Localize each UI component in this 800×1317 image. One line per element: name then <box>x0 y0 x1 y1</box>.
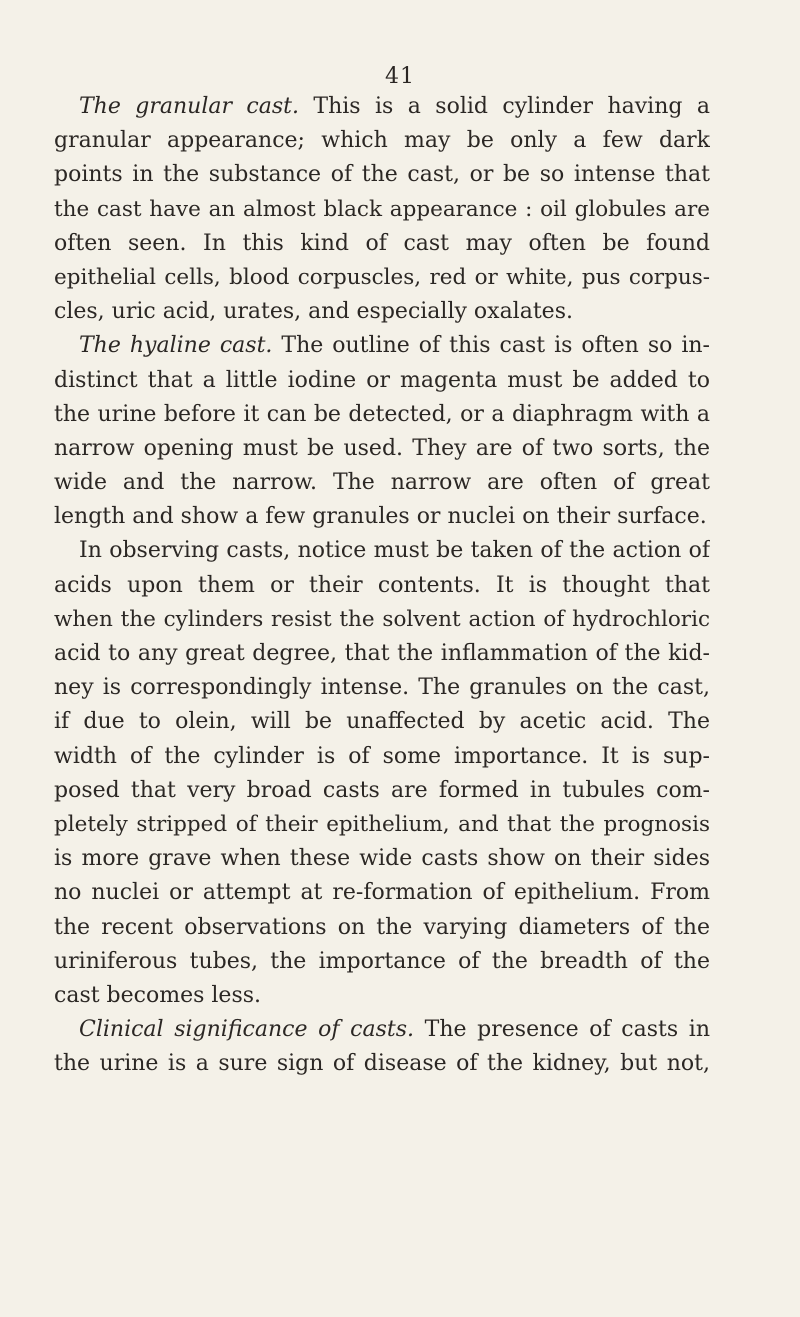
line-text: often seen. In this kind of cast may often be found <box>54 230 710 256</box>
text-line <box>54 740 710 774</box>
line-text: acids upon them or their contents. It is thought that <box>54 572 710 598</box>
text-line <box>54 534 710 568</box>
line-text: The presence of casts in <box>414 1017 710 1043</box>
text-line <box>54 398 710 432</box>
text-line <box>54 842 710 876</box>
line-text: points in the substance of the cast, or be so intense that <box>54 162 710 188</box>
text-line <box>54 261 710 295</box>
line-text: when the cylinders resist the solvent action of hydrochloric <box>54 606 710 632</box>
text-line <box>54 637 710 671</box>
line-text: narrow opening must be used. They are of two sorts, the <box>54 435 710 461</box>
line-text: the urine before it can be detected, or a diaphragm with a <box>54 401 710 427</box>
line-text: This is a solid cylinder having a <box>299 94 710 119</box>
line-text: cles, uric acid, urates, and especially oxalates. <box>54 299 573 325</box>
line-text: the cast have an almost black appearance : oil globules are <box>54 196 710 222</box>
line-text: ney is correspondingly intense. The granules on the cast, <box>54 675 710 701</box>
line-text: granular appearance; which may be only a few dark <box>54 128 710 154</box>
text-line <box>54 979 710 1013</box>
line-text: posed that very broad casts are formed in tubules com- <box>54 777 710 803</box>
page-number: 41 <box>385 64 415 89</box>
section-heading: The granular cast. <box>79 94 299 119</box>
line-text: the urine is a sure sign of disease of the kidney, but not, <box>54 1051 710 1077</box>
text-line <box>54 1013 710 1047</box>
text-line <box>54 705 710 739</box>
text-line <box>54 569 710 603</box>
line-text: wide and the narrow. The narrow are often of great <box>54 470 710 496</box>
body-text <box>54 90 710 1081</box>
line-text: the recent observations on the varying diameters of the <box>54 914 710 940</box>
line-text: The outline of this cast is often so in- <box>272 333 710 359</box>
section-heading: Clinical significance of casts. <box>79 1017 415 1043</box>
text-line <box>54 945 710 979</box>
text-line <box>54 808 710 842</box>
text-line <box>54 671 710 705</box>
line-text: width of the cylinder is of some importance. It is sup- <box>54 743 710 769</box>
text-line <box>54 432 710 466</box>
text-line <box>54 329 710 363</box>
text-line <box>54 466 710 500</box>
text-line <box>54 227 710 261</box>
text-line <box>54 876 710 910</box>
section-heading: The hyaline cast. <box>79 333 273 359</box>
text-line <box>54 911 710 945</box>
line-text: is more grave when these wide casts show on their sides <box>54 846 710 872</box>
text-line <box>54 603 710 637</box>
line-text: if due to olein, will be unaffected by acetic acid. The <box>54 709 710 735</box>
line-text: no nuclei or attempt at re-formation of epithelium. From <box>54 880 710 906</box>
line-text: In observing casts, notice must be taken of the action of <box>79 538 710 564</box>
line-text: pletely stripped of their epithelium, and that the prognosis <box>54 811 710 837</box>
text-line <box>54 158 710 192</box>
line-text: distinct that a little iodine or magenta must be added to <box>54 367 710 393</box>
line-text: cast becomes less. <box>54 982 262 1008</box>
text-line <box>54 1047 710 1081</box>
line-text: epithelial cells, blood corpuscles, red or white, pus corpus- <box>54 264 710 290</box>
text-line <box>54 124 710 158</box>
text-line <box>54 500 710 534</box>
line-text: length and show a few granules or nuclei on their surface. <box>54 504 707 530</box>
text-line <box>54 193 710 227</box>
text-line <box>54 774 710 808</box>
line-text: uriniferous tubes, the importance of the breadth of the <box>54 948 710 974</box>
line-text: acid to any great degree, that the inflammation of the kid- <box>54 641 710 666</box>
text-line <box>54 364 710 398</box>
text-line <box>54 90 710 124</box>
text-line <box>54 295 710 329</box>
